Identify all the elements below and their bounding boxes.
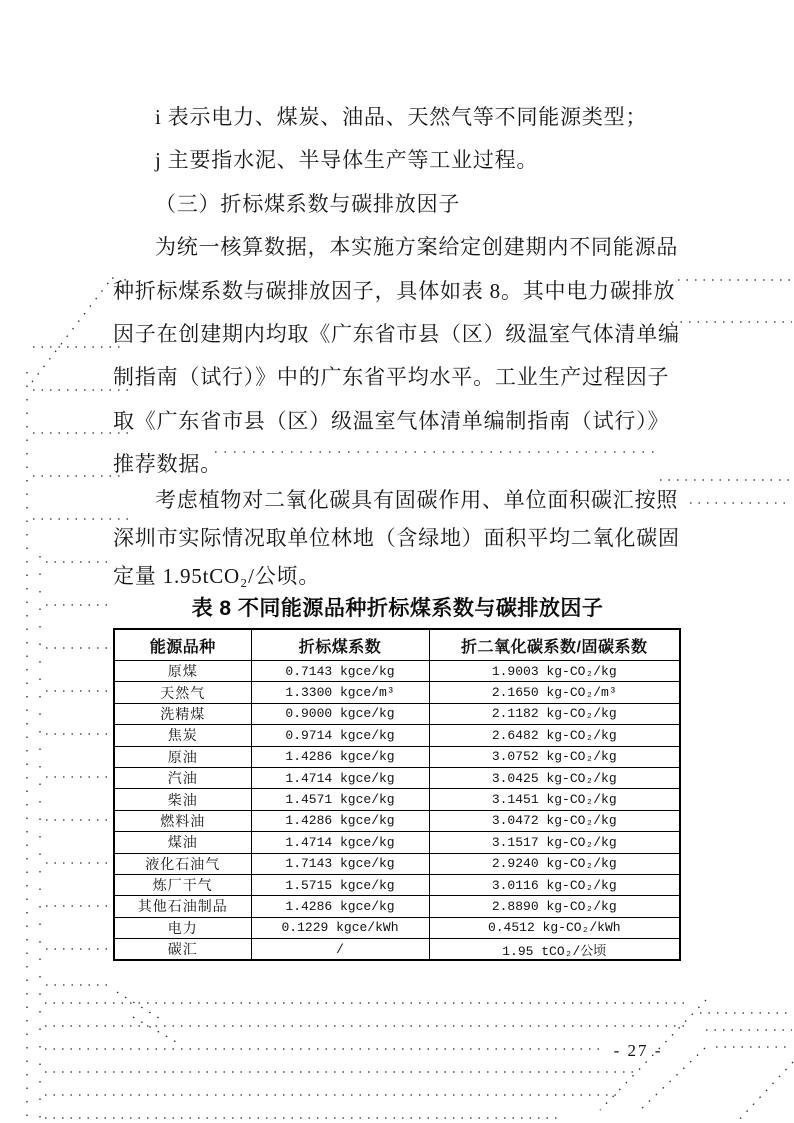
table-row (114, 874, 680, 895)
cell-energy-type: 洗精煤 (114, 703, 251, 724)
cell-co2-factor: 2.1650 kg-CO₂/m³ (429, 682, 680, 703)
cell-co2-factor: 2.6482 kg-CO₂/kg (429, 725, 680, 746)
table-row (114, 746, 680, 767)
cell-coal-factor: 0.9714 kgce/kg (251, 725, 429, 746)
cell-coal-factor: 1.4286 kgce/kg (251, 746, 429, 767)
text-line: 为统一核算数据，本实施方案给定创建期内不同能源品 (155, 235, 679, 260)
cell-coal-factor: 1.4714 kgce/kg (251, 832, 429, 853)
cell-co2-factor: 1.9003 kg-CO₂/kg (429, 661, 680, 682)
cell-co2-factor: 3.0752 kg-CO₂/kg (429, 746, 680, 767)
cell-co2-factor: 2.8890 kg-CO₂/kg (429, 896, 680, 917)
cell-energy-type: 煤油 (114, 832, 251, 853)
column-header: 折二氧化碳系数/固碳系数 (429, 629, 680, 661)
cell-energy-type: 其他石油制品 (114, 896, 251, 917)
cell-energy-type: 电力 (114, 917, 251, 938)
table-row (114, 832, 680, 853)
cell-co2-factor: 3.0425 kg-CO₂/kg (429, 767, 680, 788)
text-line: 取《广东省市县（区）级温室气体清单编制指南（试行）》 (113, 408, 670, 433)
cell-coal-factor: 1.4286 kgce/kg (251, 896, 429, 917)
table-row (114, 810, 680, 831)
text-line: （三）折标煤系数与碳排放因子 (155, 191, 461, 216)
cell-energy-type: 燃料油 (114, 810, 251, 831)
cell-coal-factor: 1.4286 kgce/kg (251, 810, 429, 831)
cell-co2-factor: 3.0472 kg-CO₂/kg (429, 810, 680, 831)
table-row (114, 682, 680, 703)
table-row (114, 896, 680, 917)
text-line: 推荐数据。 (113, 452, 222, 477)
text-line: 考虑植物对二氧化碳具有固碳作用、单位面积碳汇按照 (155, 488, 679, 512)
cell-co2-factor: 0.4512 kg-CO₂/kWh (429, 917, 680, 938)
text-line: i 表示电力、煤炭、油品、天然气等不同能源类型； (155, 105, 648, 129)
cell-co2-factor: 2.1182 kg-CO₂/kg (429, 703, 680, 724)
cell-co2-factor: 1.95 tCO₂/公顷 (429, 939, 680, 961)
body-text-block-1 (113, 96, 682, 487)
cell-coal-factor: 1.3300 kgce/m³ (251, 682, 429, 703)
cell-coal-factor: 0.1229 kgce/kWh (251, 917, 429, 938)
cell-energy-type: 原油 (114, 746, 251, 767)
cell-energy-type: 天然气 (114, 682, 251, 703)
table-row (114, 725, 680, 746)
table-row (114, 703, 680, 724)
page-number: - 27 - (613, 1041, 663, 1060)
cell-energy-type: 原煤 (114, 661, 251, 682)
cell-co2-factor: 3.1517 kg-CO₂/kg (429, 832, 680, 853)
cell-coal-factor: 1.7143 kgce/kg (251, 853, 429, 874)
cell-coal-factor: 1.4714 kgce/kg (251, 767, 429, 788)
text-line: 制指南（试行）》中的广东省平均水平。工业生产过程因子 (113, 365, 670, 390)
text-line: 种折标煤系数与碳排放因子，具体如表 8。其中电力碳排放 (113, 278, 676, 303)
column-header: 折标煤系数 (251, 629, 429, 661)
cell-co2-factor: 3.1451 kg-CO₂/kg (429, 789, 680, 810)
text-line: 深圳市实际情况取单位林地（含绿地）面积平均二氧化碳固 (113, 526, 680, 550)
table-caption: 表 8 不同能源品种折标煤系数与碳排放因子 (191, 597, 604, 620)
cell-coal-factor: 0.7143 kgce/kg (251, 661, 429, 682)
cell-energy-type: 柴油 (114, 789, 251, 810)
cell-coal-factor: 1.4571 kgce/kg (251, 789, 429, 810)
table-row (114, 789, 680, 810)
table-row (114, 767, 680, 788)
cell-energy-type: 液化石油气 (114, 853, 251, 874)
table-row (114, 939, 680, 961)
cell-energy-type: 炼厂干气 (114, 874, 251, 895)
energy-factors-table (113, 628, 681, 961)
cell-co2-factor: 3.0116 kg-CO₂/kg (429, 874, 680, 895)
cell-coal-factor: / (251, 939, 429, 961)
column-header: 能源品种 (114, 629, 251, 661)
cell-energy-type: 汽油 (114, 767, 251, 788)
text-line: 因子在创建期内均取《广东省市县（区）级温室气体清单编 (113, 321, 680, 346)
cell-energy-type: 焦炭 (114, 725, 251, 746)
body-text-block-2 (113, 481, 682, 595)
cell-energy-type: 碳汇 (114, 939, 251, 961)
table-row (114, 661, 680, 682)
table-row (114, 853, 680, 874)
text-line: j 主要指水泥、半导体生产等工业过程。 (155, 148, 539, 173)
table-header-row (114, 629, 680, 661)
cell-co2-factor: 2.9240 kg-CO₂/kg (429, 853, 680, 874)
cell-coal-factor: 0.9000 kgce/kg (251, 703, 429, 724)
table-row (114, 917, 680, 938)
cell-coal-factor: 1.5715 kgce/kg (251, 874, 429, 895)
text-line: 定量 1.95tCO₂/公顷。 (113, 564, 321, 588)
